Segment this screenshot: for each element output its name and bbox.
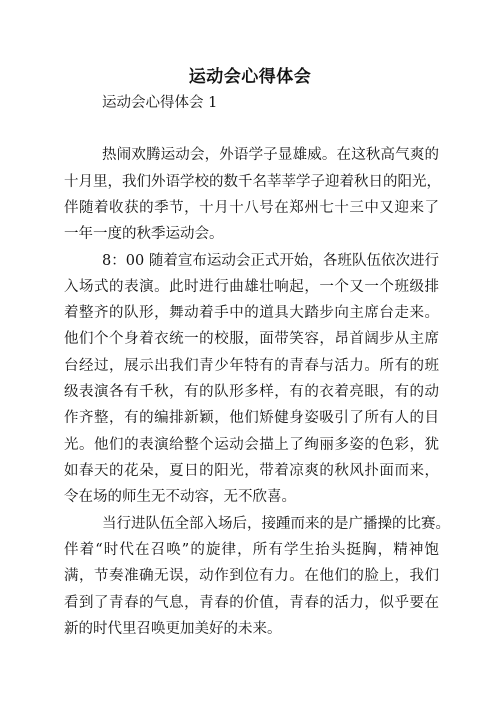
paragraph-3-line-3: 满，节奏准确无误，动作到位有力。在他们的脸上，我们 bbox=[64, 568, 439, 584]
paragraph-2-line-6: 级表演各有千秋，有的队形多样，有的衣着亮眼，有的动 bbox=[64, 384, 439, 400]
paragraph-3-line-5: 新的时代里召唤更加美好的未来。 bbox=[64, 621, 282, 637]
paragraph-2-line-7: 作齐整，有的编排新颖，他们矫健身姿吸引了所有人的目 bbox=[64, 410, 439, 426]
paragraph-2-line-4: 他们个个身着衣统一的校服，面带笑容，昂首阔步从主席 bbox=[64, 331, 439, 347]
paragraph-2-line-9: 如春天的花朵，夏日的阳光，带着凉爽的秋风扑面而来， bbox=[64, 463, 439, 479]
document-title: 运动会心得体会 bbox=[188, 67, 312, 87]
paragraph-3-line-2: 伴着“时代在召唤”的旋律，所有学生抬头挺胸，精神饱 bbox=[64, 542, 439, 558]
paragraph-3-line-1: 当行进队伍全部入场后，接踵而来的是广播操的比赛。 bbox=[102, 516, 450, 532]
paragraph-2-line-2: 入场式的表演。此时进行曲雄壮响起，一个又一个班级排 bbox=[64, 279, 439, 295]
paragraph-2-line-3: 着整齐的队形，舞动着手中的道具大踏步向主席台走来。 bbox=[64, 305, 439, 321]
paragraph-1-line-1: 热闹欢腾运动会，外语学子显雄威。在这秋高气爽的 bbox=[102, 147, 439, 163]
paragraph-3-line-4: 看到了青春的气息，青春的价值，青春的活力，似乎要在 bbox=[64, 595, 439, 611]
document-subtitle: 运动会心得体会 1 bbox=[102, 95, 218, 111]
paragraph-1-line-3: 伴随着收获的季节，十月十八号在郑州七十三中又迎来了 bbox=[64, 200, 439, 216]
paragraph-2-line-5: 台经过，展示出我们青少年特有的青春与活力。所有的班 bbox=[64, 358, 439, 374]
paragraph-2-line-8: 光。他们的表演给整个运动会描上了绚丽多姿的色彩，犹 bbox=[64, 437, 439, 453]
paragraph-1-line-2: 十月里，我们外语学校的数千名莘莘学子迎着秋日的阳光， bbox=[64, 174, 441, 190]
paragraph-1-line-4: 一年一度的秋季运动会。 bbox=[64, 226, 224, 242]
paragraph-2-line-1: 8：00 随着宣布运动会正式开始，各班队伍依次进行 bbox=[102, 253, 439, 269]
paragraph-2-line-10: 令在场的师生无不动容，无不欣喜。 bbox=[64, 489, 296, 505]
